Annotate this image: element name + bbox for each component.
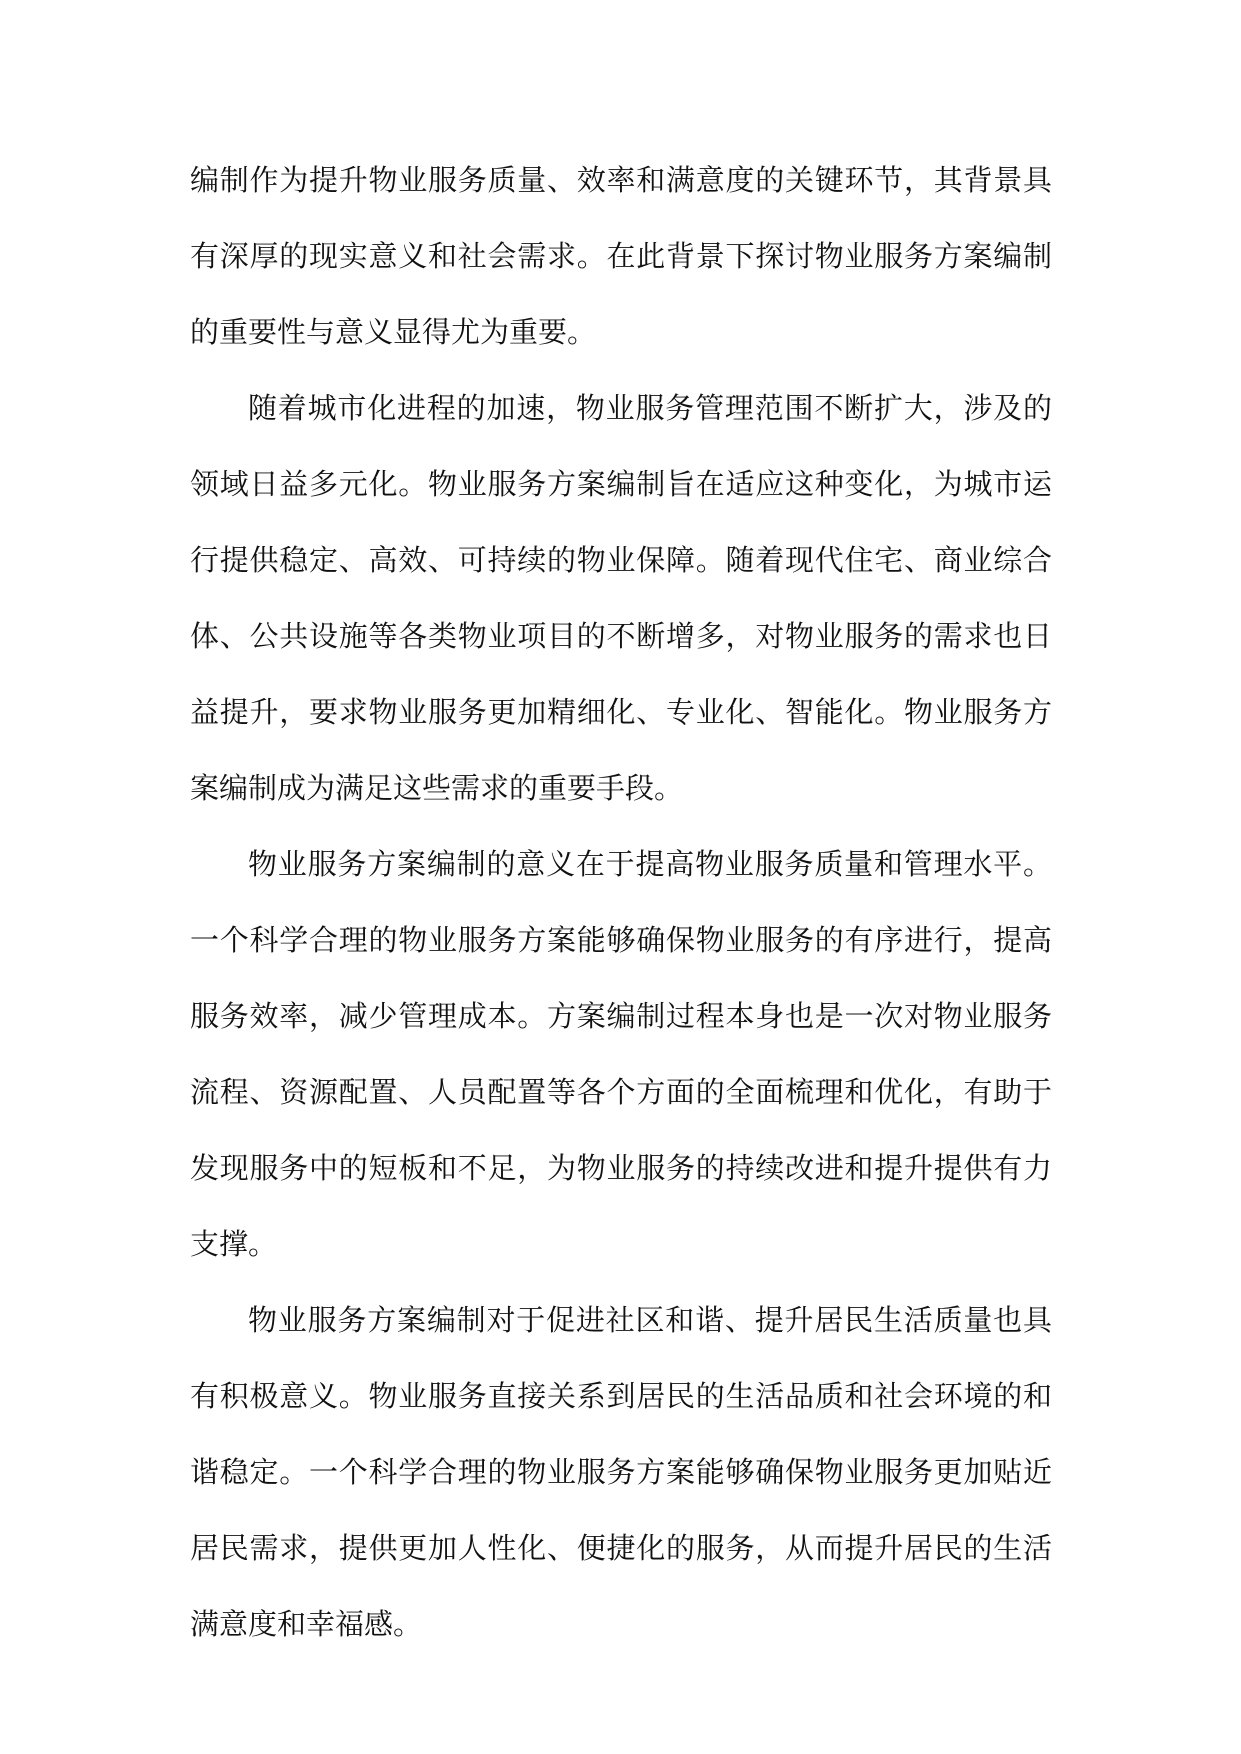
paragraph-urbanization: 随着城市化进程的加速，物业服务管理范围不断扩大，涉及的领域日益多元化。物业服务方案编制旨在适应这种变化，为城市运行提供稳定、高效、可持续的物业保障。随着现代住宅、商业综合体、公共设施等各类物业项目的不断增多，对物业服务的需求也日益提升，要求物业服务更加精细化、专业化、智能化。物业服务方案编制成为满足这些需求的重要手段。	[190, 391, 1052, 805]
paragraph-quality: 物业服务方案编制的意义在于提高物业服务质量和管理水平。一个科学合理的物业服务方案能够确保物业服务的有序进行，提高服务效率，减少管理成本。方案编制过程本身也是一次对物业服务流程、资源配置、人员配置等各个方面的全面梳理和优化，有助于发现服务中的短板和不足，为物业服务的持续改进和提升提供有力支撑。	[190, 847, 1052, 1261]
paragraph-intro: 编制作为提升物业服务质量、效率和满意度的关键环节，其背景具有深厚的现实意义和社会需求。在此背景下探讨物业服务方案编制的重要性与意义显得尤为重要。	[190, 163, 1052, 349]
paragraph-community: 物业服务方案编制对于促进社区和谐、提升居民生活质量也具有积极意义。物业服务直接关系到居民的生活品质和社会环境的和谐稳定。一个科学合理的物业服务方案能够确保物业服务更加贴近居民需求，提供更加人性化、便捷化的服务，从而提升居民的生活满意度和幸福感。	[190, 1303, 1052, 1641]
body-text	[190, 142, 1052, 1662]
